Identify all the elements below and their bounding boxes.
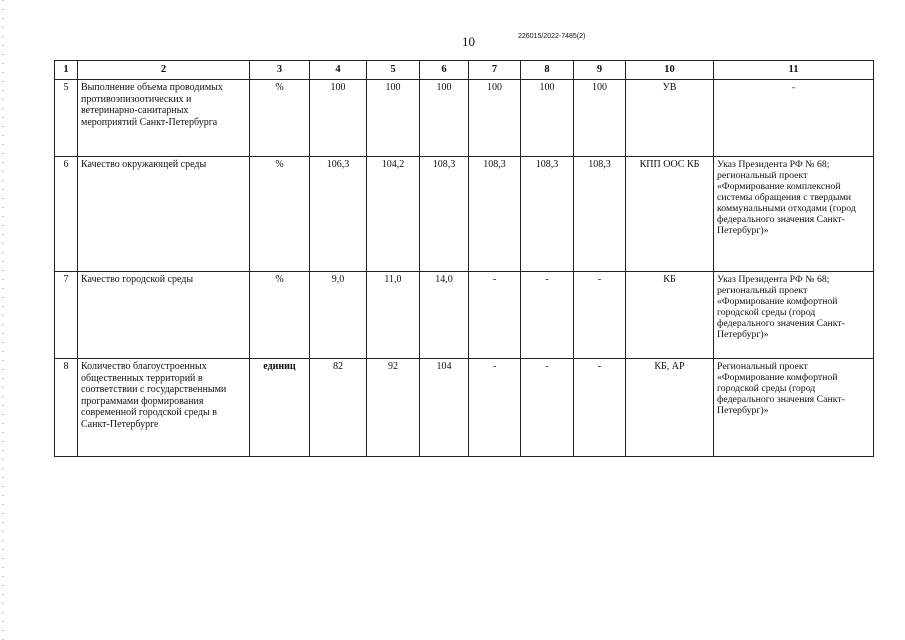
row-number: 5 (55, 80, 78, 157)
value-cell: 108,3 (469, 157, 521, 272)
value-cell: 14,0 (420, 272, 469, 359)
source-cell: КБ, АР (626, 359, 714, 457)
scan-edge-marks (2, 0, 4, 640)
value-cell: 100 (420, 80, 469, 157)
unit-cell: % (250, 272, 310, 359)
table-header-row (55, 61, 874, 80)
value-cell: - (521, 272, 574, 359)
basis-cell: Региональный проект «Формирование комфортной городской среды (город федерального значения Санкт-Петербург)» (714, 359, 874, 457)
value-cell: - (574, 359, 626, 457)
unit-cell: единиц (250, 359, 310, 457)
table-row (55, 272, 874, 359)
value-cell: 106,3 (310, 157, 367, 272)
value-cell: 100 (521, 80, 574, 157)
value-cell: 9,0 (310, 272, 367, 359)
table-row (55, 80, 874, 157)
basis-cell: Указ Президента РФ № 68; региональный проект «Формирование комфортной городской среды (город федерального значения Санкт-Петербург)» (714, 272, 874, 359)
value-cell: - (521, 359, 574, 457)
value-cell: - (469, 272, 521, 359)
indicator-name: Качество городской среды (78, 272, 250, 359)
column-header: 3 (250, 61, 310, 80)
value-cell: 104,2 (367, 157, 420, 272)
value-cell: 100 (367, 80, 420, 157)
column-header: 11 (714, 61, 874, 80)
row-number: 6 (55, 157, 78, 272)
basis-cell: Указ Президента РФ № 68; региональный проект «Формирование комплексной системы обращения с твердыми коммунальными отходами (город федерального значения Санкт-Петербург)» (714, 157, 874, 272)
value-cell: 100 (574, 80, 626, 157)
column-header: 7 (469, 61, 521, 80)
value-cell: 108,3 (574, 157, 626, 272)
basis-cell: - (714, 80, 874, 157)
value-cell: 108,3 (420, 157, 469, 272)
column-header: 2 (78, 61, 250, 80)
source-cell: КПП ООС КБ (626, 157, 714, 272)
value-cell: 11,0 (367, 272, 420, 359)
column-header: 9 (574, 61, 626, 80)
indicator-name: Выполнение объема проводимых противоэпизоотических и ветеринарно-санитарных мероприятий Санкт-Петербурга (78, 80, 250, 157)
column-header: 1 (55, 61, 78, 80)
source-cell: УВ (626, 80, 714, 157)
column-header: 4 (310, 61, 367, 80)
column-header: 5 (367, 61, 420, 80)
unit-cell: % (250, 157, 310, 272)
unit-cell: % (250, 80, 310, 157)
value-cell: 100 (469, 80, 521, 157)
indicators-table (54, 60, 874, 457)
row-number: 7 (55, 272, 78, 359)
page-number: 10 (462, 34, 475, 49)
value-cell: 108,3 (521, 157, 574, 272)
source-cell: КБ (626, 272, 714, 359)
value-cell: 82 (310, 359, 367, 457)
table-row (55, 157, 874, 272)
column-header: 10 (626, 61, 714, 80)
value-cell: - (469, 359, 521, 457)
value-cell: - (574, 272, 626, 359)
indicator-name: Количество благоустроенных общественных территорий в соответствии с государственными программами формирования современной городской среды в Санкт-Петербурге (78, 359, 250, 457)
row-number: 8 (55, 359, 78, 457)
column-header: 6 (420, 61, 469, 80)
value-cell: 100 (310, 80, 367, 157)
indicator-name: Качество окружающей среды (78, 157, 250, 272)
document-code: 226015/2022-7485(2) (518, 33, 586, 40)
value-cell: 92 (367, 359, 420, 457)
value-cell: 104 (420, 359, 469, 457)
table-row (55, 359, 874, 457)
column-header: 8 (521, 61, 574, 80)
